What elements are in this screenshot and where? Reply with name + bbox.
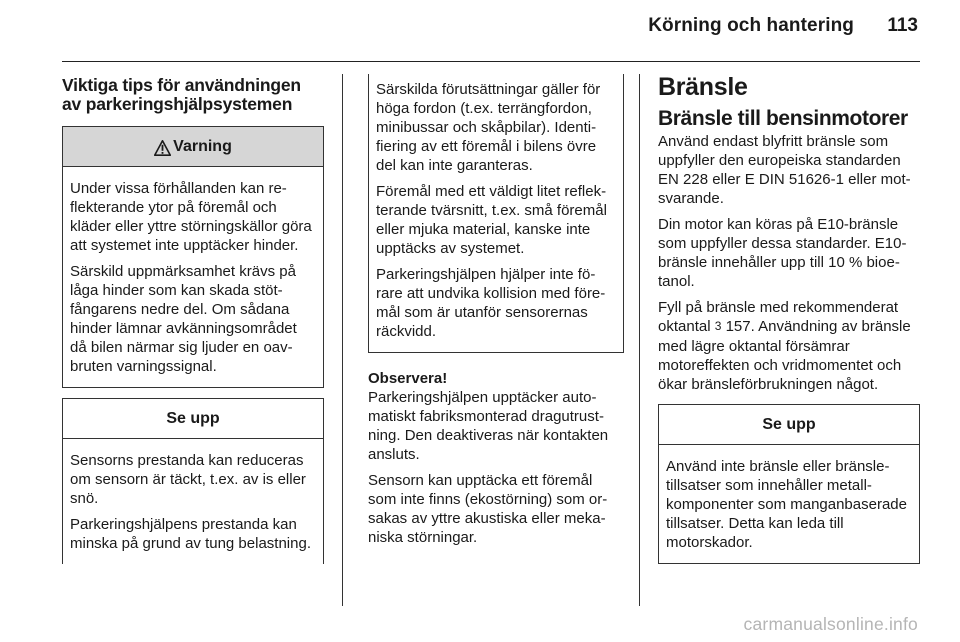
paragraph: Använd endast blyfritt bränsle som uppfyller den europeiska standarden EN 228 eller E DIN 51626-1 eller motsvarande. xyxy=(658,133,911,207)
caution-box-title: Se upp xyxy=(762,415,816,433)
warning-box xyxy=(62,126,324,388)
section-subtitle: Bränsle till bensinmotorer xyxy=(658,107,908,130)
column-2 xyxy=(368,72,624,554)
header-title: Körning och hantering xyxy=(648,15,854,36)
paragraph: Använd inte bränsle eller bränsletillsatser som innehåller metallkomponenter som manganbaserade tillsatser. Detta kan leda till motorskador. xyxy=(666,458,907,551)
caution-box-body xyxy=(63,439,323,564)
paragraph: Sensorns prestanda kan reduceras om sensorn är täckt, t.ex. av is eller snö. xyxy=(70,452,306,507)
warning-triangle-icon xyxy=(154,140,171,156)
caution-box-body xyxy=(659,445,919,563)
paragraph: Föremål med ett väldigt litet reflekterande tvärsnitt, t.ex. små föremål eller mjuka material, kanske inte upptäcks av systemet. xyxy=(376,183,607,257)
column-divider xyxy=(639,74,640,606)
column-1 xyxy=(62,72,324,564)
caution-box xyxy=(62,398,324,564)
watermark: carmanualsonline.info xyxy=(743,614,918,634)
note-section xyxy=(368,369,624,547)
paragraph-with-reference xyxy=(658,298,920,394)
warning-box-title: Varning xyxy=(173,137,232,155)
paragraph-text: Fyll på bränsle med rekommenderat oktantal xyxy=(658,299,899,335)
paragraph: Parkeringshjälpens prestanda kan minska på grund av tung belastning. xyxy=(70,516,311,552)
continued-warning-box xyxy=(368,74,624,353)
paragraph: Parkeringshjälpen hjälper inte förare att undvika kollision med föremål som är utanför sensorernas räckvidd. xyxy=(376,266,606,340)
page-number: 113 xyxy=(887,15,918,36)
paragraph: Under vissa förhållanden kan reflekterande ytor på föremål och kläder eller yttre störningskällor göra att systemet inte upptäcker hinder. xyxy=(70,180,312,254)
section-title: Bränsle xyxy=(658,73,748,101)
caution-box xyxy=(658,404,920,564)
caution-box-header xyxy=(659,405,919,445)
warning-box-body xyxy=(63,167,323,387)
paragraph: Sensorn kan upptäcka ett föremål som inte finns (ekostörning) som orsakas av yttre akustiska eller mekaniska störningar. xyxy=(368,472,608,546)
caution-box-title: Se upp xyxy=(166,409,220,427)
paragraph-text: 157. Användning av bränsle med lägre oktantal försämrar motoreffekten och vridmomentet och ökar bränsleförbrukningen något. xyxy=(658,318,911,393)
caution-box-header xyxy=(63,399,323,439)
paragraph: Parkeringshjälpen upptäcker automatiskt fabriksmonterad dragutrustning. Den deaktiveras när kontakten ansluts. xyxy=(368,389,609,463)
warning-box-header xyxy=(63,127,323,167)
note-title: Observera! xyxy=(368,370,448,387)
header-divider xyxy=(62,61,920,62)
column-3 xyxy=(658,72,920,564)
page-reference-arrow-icon: 3 xyxy=(714,319,722,333)
paragraph: Din motor kan köras på E10-bränsle som uppfyller dessa standarder. E10-bränsle innehåller upp till 10 % bioetanol. xyxy=(658,216,907,290)
section-heading: Viktiga tips för användningen av parkeringshjälpsystemen xyxy=(62,75,301,114)
column-divider xyxy=(342,74,343,606)
paragraph: Särskilda förutsättningar gäller för höga fordon (t.ex. terrängfordon, minibussar och skåpbilar). Identifiering av ett föremål i bilens övre del kan inte garanteras. xyxy=(376,81,601,174)
continued-warning-box-body xyxy=(369,74,623,352)
paragraph: Särskild uppmärksamhet krävs på låga hinder som kan skada stötfångarens nedre del. Om sådana hinder lämnar avkänningsområdet då bilen närmar sig ljuder en oavbruten varningssignal. xyxy=(70,263,297,375)
